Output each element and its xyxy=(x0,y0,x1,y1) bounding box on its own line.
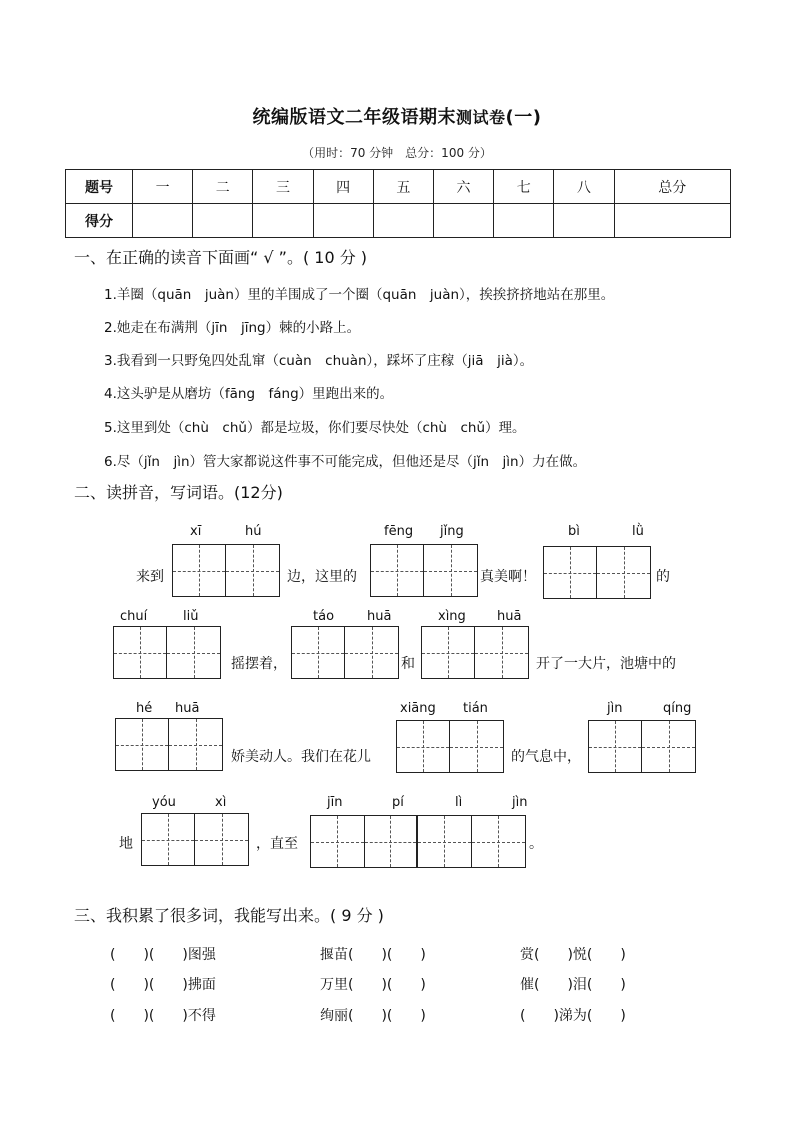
tianzige-cell[interactable] xyxy=(114,627,167,678)
section1-heading: 一、在正确的读音下面画“ √ ”。( 10 分 ) xyxy=(74,248,368,267)
score-row-label: 得分 xyxy=(66,204,133,238)
tianzige-cell[interactable] xyxy=(589,721,642,772)
tianzige-cell[interactable] xyxy=(597,547,650,598)
pinyin: jìn xyxy=(607,701,623,716)
text-zhizhi: ，直至 xyxy=(256,836,298,852)
idiom-blank[interactable]: 赏( )悦( ) xyxy=(520,947,626,963)
text-yaobai: 摇摆着， xyxy=(231,656,287,672)
text-de: 的 xyxy=(656,569,670,585)
pinyin: liǔ xyxy=(183,609,199,624)
writing-grid[interactable] xyxy=(141,813,249,866)
tianzige-cell[interactable] xyxy=(418,816,472,867)
tianzige-cell[interactable] xyxy=(422,627,475,678)
score-cell[interactable] xyxy=(614,204,731,238)
score-col: 七 xyxy=(494,170,554,204)
pinyin: jǐng xyxy=(440,524,464,539)
score-col: 三 xyxy=(253,170,313,204)
score-cell[interactable] xyxy=(133,204,193,238)
text-bian: 边，这里的 xyxy=(287,569,357,585)
score-cell[interactable] xyxy=(373,204,433,238)
tianzige-cell[interactable] xyxy=(195,814,248,865)
question-item: 5.这里到处（chù chǔ）都是垃圾，你们要尽快处（chù chǔ）理。 xyxy=(104,420,526,436)
writing-grid[interactable] xyxy=(396,720,504,773)
score-table-header-row xyxy=(66,170,731,204)
title-small: 测试卷 xyxy=(456,108,506,127)
pinyin: lǜ xyxy=(632,524,644,539)
pinyin: pí xyxy=(392,795,404,810)
text-jiaomei: 娇美动人。我们在花儿 xyxy=(231,749,371,765)
writing-grid[interactable] xyxy=(113,626,221,679)
exam-info: （用时：70 分钟 总分：100 分） xyxy=(302,146,492,160)
tianzige-cell[interactable] xyxy=(142,814,195,865)
tianzige-cell[interactable] xyxy=(226,545,279,596)
idiom-blank[interactable]: ( )( )不得 xyxy=(110,1008,216,1024)
tianzige-cell[interactable] xyxy=(472,816,525,867)
tianzige-cell[interactable] xyxy=(169,719,222,770)
idiom-blank[interactable]: ( )( )拂面 xyxy=(110,977,216,993)
score-cell[interactable] xyxy=(253,204,313,238)
tianzige-cell[interactable] xyxy=(642,721,695,772)
idiom-blank[interactable]: ( )( )图强 xyxy=(110,947,216,963)
pinyin: huā xyxy=(175,701,200,716)
tianzige-cell[interactable] xyxy=(424,545,477,596)
score-table xyxy=(65,169,731,238)
tianzige-cell[interactable] xyxy=(450,721,503,772)
pinyin: xiāng xyxy=(400,701,436,716)
tianzige-cell[interactable] xyxy=(365,816,419,867)
idiom-blank[interactable]: ( )涕为( ) xyxy=(520,1008,626,1024)
pinyin: yóu xyxy=(152,795,176,810)
pinyin: huā xyxy=(497,609,522,624)
writing-grid[interactable] xyxy=(310,815,526,868)
score-table-score-row xyxy=(66,204,731,238)
writing-grid[interactable] xyxy=(588,720,696,773)
writing-grid[interactable] xyxy=(370,544,478,597)
tianzige-cell[interactable] xyxy=(371,545,424,596)
question-item: 6.尽（jǐn jìn）管大家都说这件事不可能完成，但他还是尽（jǐn jìn）力在做。 xyxy=(104,454,587,470)
pinyin: xìng xyxy=(438,609,466,624)
score-cell[interactable] xyxy=(313,204,373,238)
title-suffix: (一) xyxy=(505,107,542,128)
text-zhenmei: 真美啊！ xyxy=(480,569,536,585)
section2-heading: 二、读拼音，写词语。(12分) xyxy=(74,483,283,502)
pinyin: jìn xyxy=(512,795,528,810)
pinyin: hú xyxy=(245,524,262,539)
pinyin: hé xyxy=(136,701,153,716)
tianzige-cell[interactable] xyxy=(292,627,345,678)
page-title xyxy=(0,103,794,129)
pinyin: xī xyxy=(190,524,202,539)
idiom-blank[interactable]: 催( )泪( ) xyxy=(520,977,626,993)
tianzige-cell[interactable] xyxy=(311,816,365,867)
question-item: 4.这头驴是从磨坊（fāng fáng）里跑出来的。 xyxy=(104,386,394,402)
idiom-blank[interactable]: 绚丽( )( ) xyxy=(320,1008,426,1024)
idiom-blank[interactable]: 万里( )( ) xyxy=(320,977,426,993)
writing-grid[interactable] xyxy=(172,544,280,597)
score-cell[interactable] xyxy=(494,204,554,238)
score-col: 八 xyxy=(554,170,614,204)
tianzige-cell[interactable] xyxy=(116,719,169,770)
score-cell[interactable] xyxy=(554,204,614,238)
pinyin: tián xyxy=(463,701,488,716)
tianzige-cell[interactable] xyxy=(173,545,226,596)
text-laidao: 来到 xyxy=(136,569,164,585)
pinyin: fēng xyxy=(384,524,414,539)
text-qixi: 的气息中， xyxy=(511,749,581,765)
section3-heading: 三、我积累了很多词，我能写出来。( 9 分 ) xyxy=(74,906,384,925)
text-end: 。 xyxy=(529,836,543,852)
text-kaile: 开了一大片，池塘中的 xyxy=(536,656,676,672)
pinyin: bì xyxy=(568,524,580,539)
tianzige-cell[interactable] xyxy=(345,627,398,678)
score-col: 五 xyxy=(373,170,433,204)
score-col-total: 总分 xyxy=(614,170,731,204)
question-item: 2.她走在布满荆（jīn jīng）棘的小路上。 xyxy=(104,320,361,336)
tianzige-cell[interactable] xyxy=(167,627,220,678)
pinyin: táo xyxy=(313,609,335,624)
pinyin: lì xyxy=(455,795,463,810)
score-col: 四 xyxy=(313,170,373,204)
idiom-blank[interactable]: 揠苗( )( ) xyxy=(320,947,426,963)
tianzige-cell[interactable] xyxy=(544,547,597,598)
score-cell[interactable] xyxy=(433,204,493,238)
tianzige-cell[interactable] xyxy=(475,627,528,678)
pinyin: xì xyxy=(215,795,227,810)
score-col: 六 xyxy=(433,170,493,204)
text-he: 和 xyxy=(401,656,415,672)
question-item: 3.我看到一只野兔四处乱窜（cuàn chuàn），踩坏了庄稼（jiā jià）。 xyxy=(104,353,534,369)
score-cell[interactable] xyxy=(193,204,253,238)
tianzige-cell[interactable] xyxy=(397,721,450,772)
score-col: 二 xyxy=(193,170,253,204)
writing-grid[interactable] xyxy=(421,626,529,679)
writing-grid[interactable] xyxy=(291,626,399,679)
pinyin: qíng xyxy=(663,701,692,716)
score-col: 一 xyxy=(133,170,193,204)
pinyin: huā xyxy=(367,609,392,624)
writing-grid[interactable] xyxy=(543,546,651,599)
text-di: 地 xyxy=(119,836,133,852)
pinyin: chuí xyxy=(120,609,148,624)
pinyin: jīn xyxy=(327,795,343,810)
writing-grid[interactable] xyxy=(115,718,223,771)
question-item: 1.羊圈（quān juàn）里的羊围成了一个圈（quān juàn），挨挨挤挤地站在那里。 xyxy=(104,287,615,303)
title-main: 统编版语文二年级语期末 xyxy=(252,107,457,128)
score-col-label: 题号 xyxy=(66,170,133,204)
